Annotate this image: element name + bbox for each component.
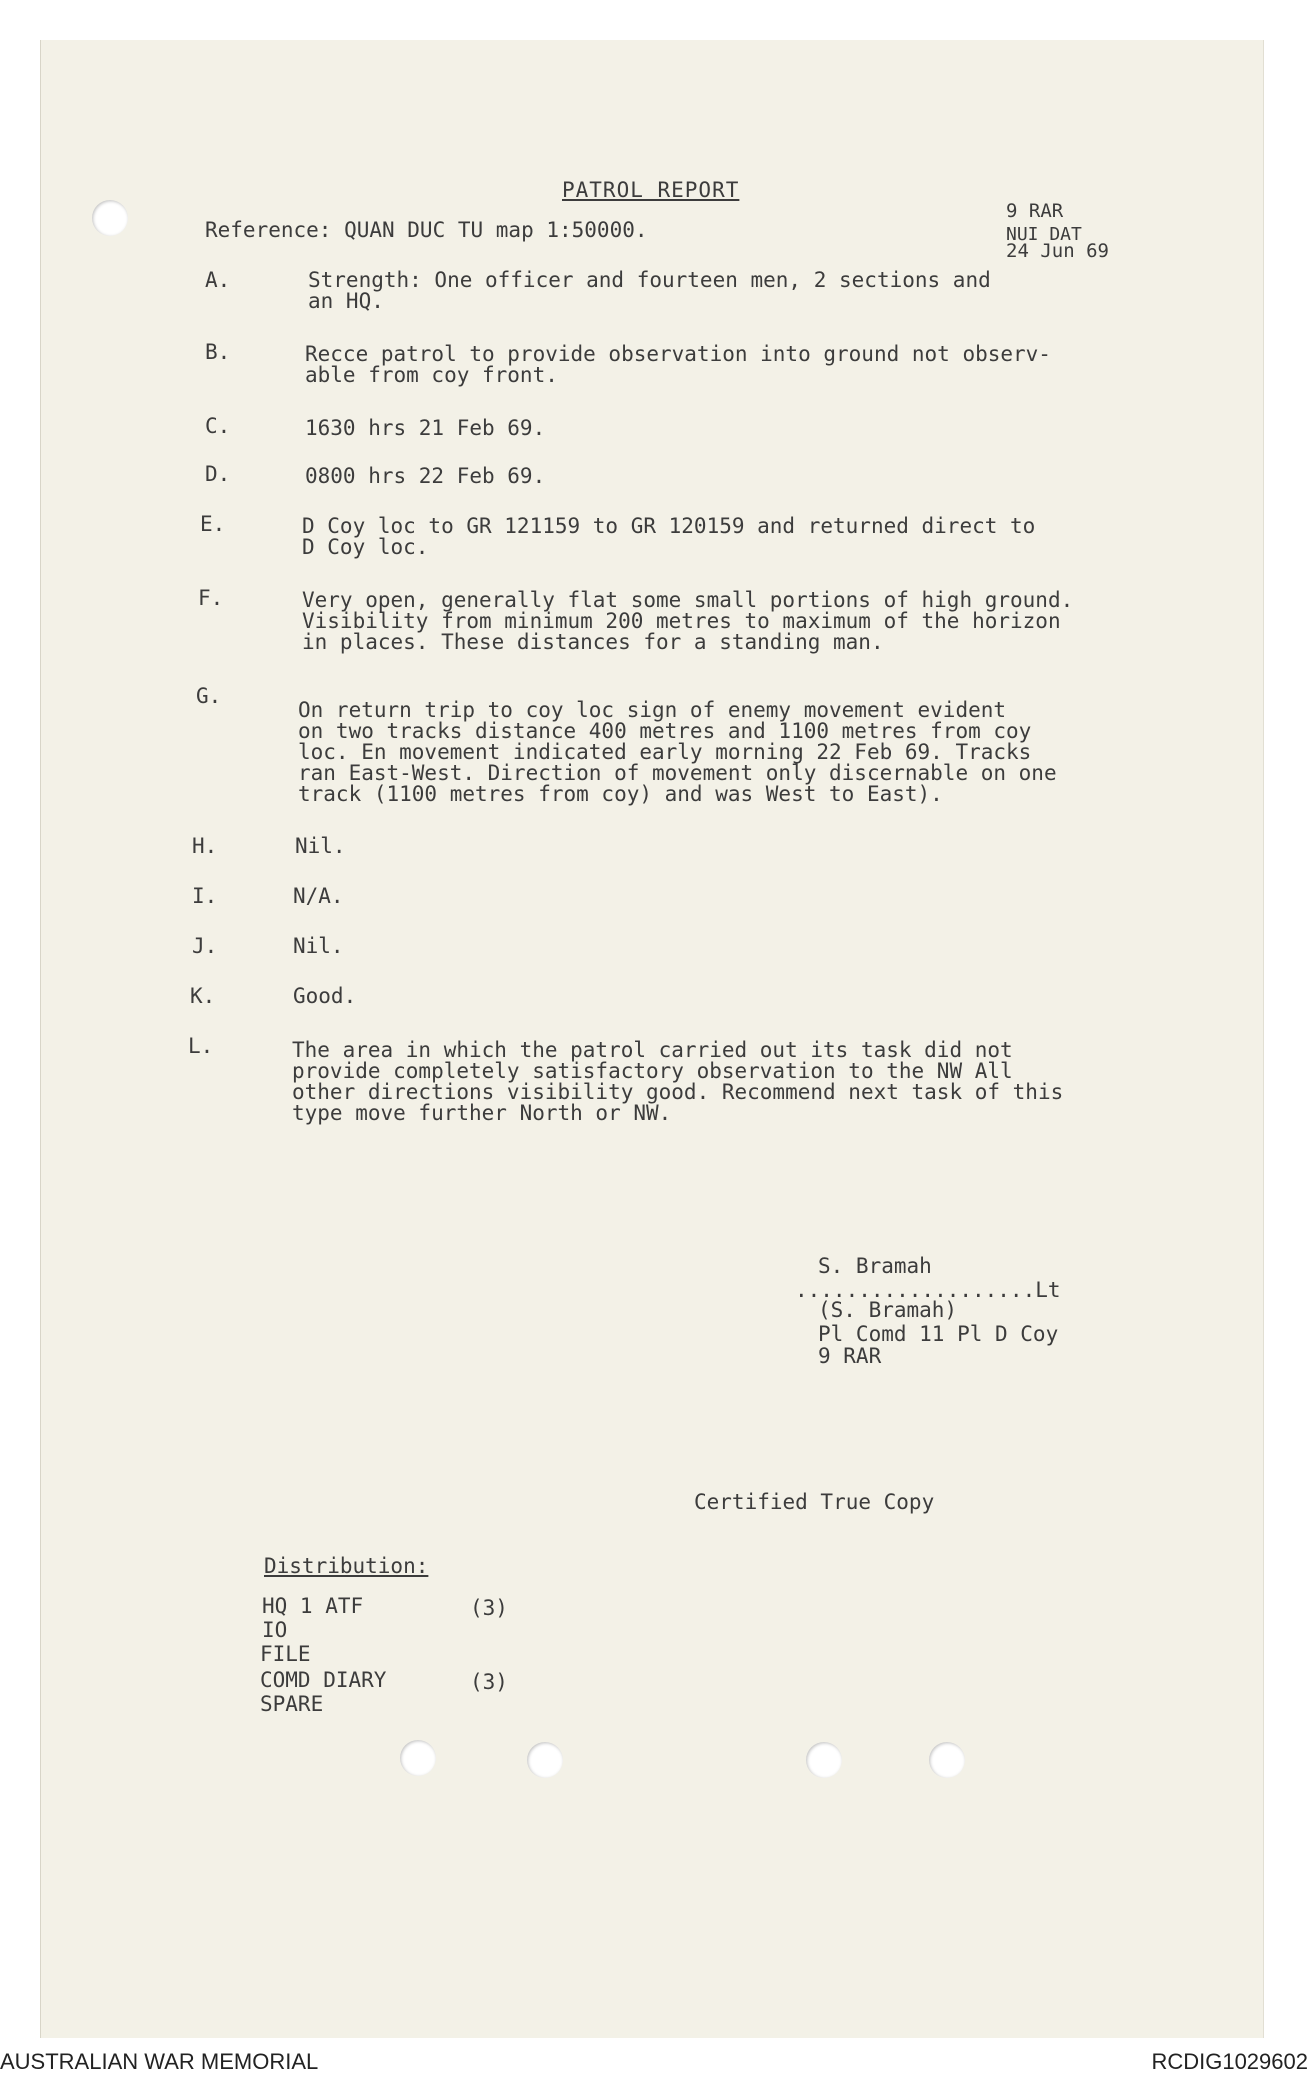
location-label: NUI DAT bbox=[1006, 224, 1082, 245]
report-date: 24 Jun 69 bbox=[1006, 240, 1109, 262]
item-text: Strength: One officer and fourteen men, 2 sections and an HQ. bbox=[308, 268, 991, 313]
distribution-entry: COMD DIARY bbox=[260, 1668, 387, 1692]
item-text: Nil. bbox=[295, 834, 346, 858]
item-letter: G. bbox=[196, 684, 222, 708]
item-letter: B. bbox=[205, 340, 231, 364]
distribution-entry: FILE bbox=[260, 1642, 311, 1666]
archive-label: AUSTRALIAN WAR MEMORIAL bbox=[0, 2049, 319, 2074]
item-text: On return trip to coy loc sign of enemy movement evident on two tracks distance 400 metres and 1100 metres from coy loc. En movement indicated early morning 22 Feb 69. Tracks ran East-West. Direction of movement only discernable on one track (1100 metres from coy) and was West to East). bbox=[298, 698, 1057, 806]
item-letter: E. bbox=[200, 512, 226, 536]
item-text: 1630 hrs 21 Feb 69. bbox=[305, 416, 546, 440]
punch-hole bbox=[527, 1742, 563, 1778]
item-letter: H. bbox=[192, 834, 218, 858]
item-text: Good. bbox=[293, 984, 357, 1008]
punch-hole bbox=[92, 200, 128, 236]
item-text: N/A. bbox=[293, 884, 344, 908]
unit-label: 9 RAR bbox=[1006, 200, 1064, 222]
signatory-appointment: Pl Comd 11 Pl D Coy bbox=[818, 1322, 1059, 1346]
item-text: Nil. bbox=[293, 934, 344, 958]
distribution-heading: Distribution: bbox=[264, 1554, 429, 1578]
item-text: Very open, generally flat some small portions of high ground. Visibility from minimum 200 metres to maximum of the horizon in places. These distances for a standing man. bbox=[302, 588, 1074, 654]
item-letter: L. bbox=[188, 1034, 214, 1058]
item-letter: F. bbox=[198, 586, 224, 610]
punch-hole bbox=[400, 1740, 436, 1776]
item-letter: J. bbox=[192, 934, 218, 958]
signatory-name: (S. Bramah) bbox=[818, 1298, 958, 1322]
item-letter: A. bbox=[205, 268, 231, 292]
distribution-entry: SPARE bbox=[260, 1692, 324, 1716]
item-text: 0800 hrs 22 Feb 69. bbox=[305, 464, 546, 488]
distribution-copies: (3) bbox=[470, 1596, 508, 1620]
archive-id: RCDIG1029602 bbox=[1151, 2049, 1308, 2074]
punch-hole bbox=[929, 1742, 965, 1778]
reference-line: Reference: QUAN DUC TU map 1:50000. bbox=[205, 218, 648, 242]
item-letter: K. bbox=[190, 984, 216, 1008]
item-letter: D. bbox=[205, 462, 231, 486]
signature-line: ...................Lt bbox=[795, 1278, 1061, 1302]
signatory-unit: 9 RAR bbox=[818, 1344, 882, 1368]
signature: S. Bramah bbox=[818, 1254, 932, 1278]
item-letter: C. bbox=[205, 414, 231, 438]
item-text: D Coy loc to GR 121159 to GR 120159 and returned direct to D Coy loc. bbox=[302, 514, 1036, 559]
punch-hole bbox=[806, 1742, 842, 1778]
item-text: The area in which the patrol carried out its task did not provide completely satisfactory observation to the NW All other directions visibility good. Recommend next task of this type move further North or NW. bbox=[292, 1038, 1064, 1125]
distribution-copies: (3) bbox=[470, 1670, 508, 1694]
certification-note: Certified True Copy bbox=[694, 1490, 935, 1514]
item-letter: I. bbox=[192, 884, 218, 908]
item-text: Recce patrol to provide observation into ground not observ- able from coy front. bbox=[305, 342, 1051, 387]
report-title: PATROL REPORT bbox=[562, 178, 740, 202]
distribution-entry: IO bbox=[262, 1618, 288, 1642]
distribution-entry: HQ 1 ATF bbox=[262, 1594, 364, 1618]
